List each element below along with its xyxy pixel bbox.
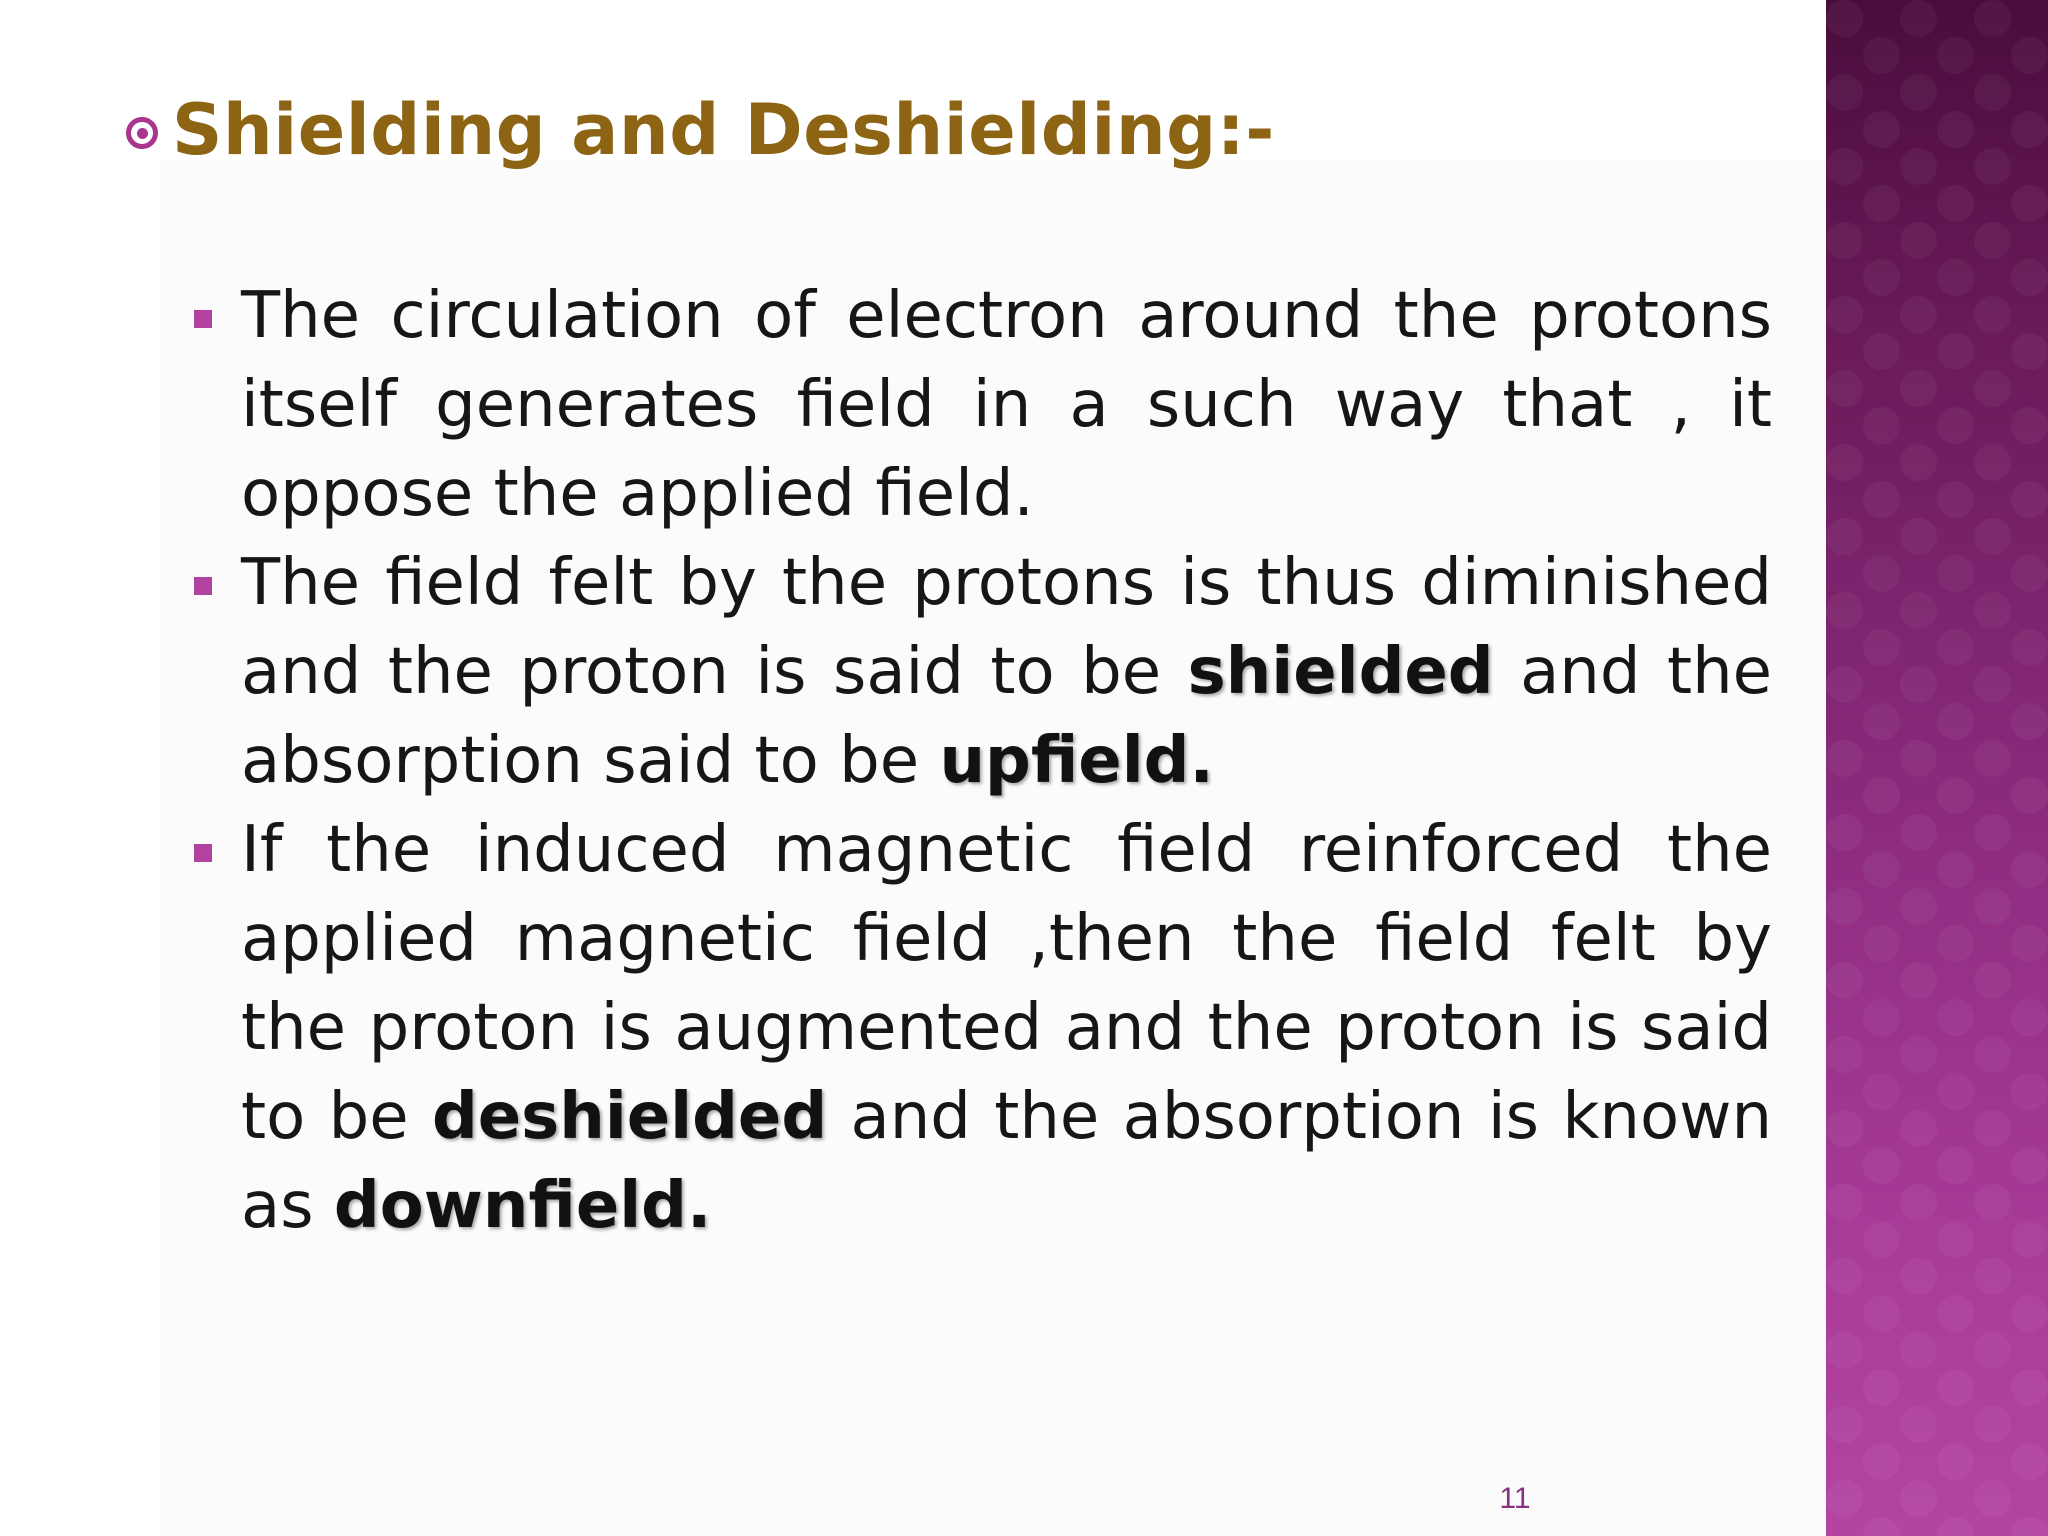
bullet-item-2 — [194, 539, 1772, 806]
circle-bullet-icon — [126, 117, 158, 149]
bullet-2-text-part-2: and the absorption said to be — [241, 635, 1773, 798]
slide-title: Shielding and Deshielding:- — [172, 89, 1275, 171]
bullet-item-3 — [194, 806, 1772, 1251]
decorative-side-band — [1826, 0, 2048, 1536]
bullet-1-text: The circulation of electron around the protons itself generates field in a such way that , it oppose the applied field. — [241, 279, 1772, 531]
side-band-pattern — [1826, 0, 2048, 1536]
bullet-list — [194, 272, 1772, 1251]
bullet-2-term-shielded: shielded — [1187, 635, 1494, 709]
bullet-item-1 — [194, 272, 1772, 539]
title-row — [126, 82, 1275, 178]
bullet-3-term-deshielded: deshielded — [431, 1080, 828, 1154]
bullet-3-text-part-1: If the induced magnetic field reinforced the applied magnetic field ,then the field felt by the proton is augmented and the proton is said to be — [241, 813, 1772, 1154]
bullet-2-term-upfield: upfield. — [939, 724, 1214, 798]
page-number: 11 — [1499, 1482, 1531, 1515]
bullet-3-term-downfield: downfield. — [333, 1169, 712, 1243]
bullet-3-text-part-2: and the absorption is known as — [241, 1080, 1773, 1243]
bullet-2-text-part-1: The field felt by the protons is thus diminished and the proton is said to be — [241, 546, 1772, 709]
